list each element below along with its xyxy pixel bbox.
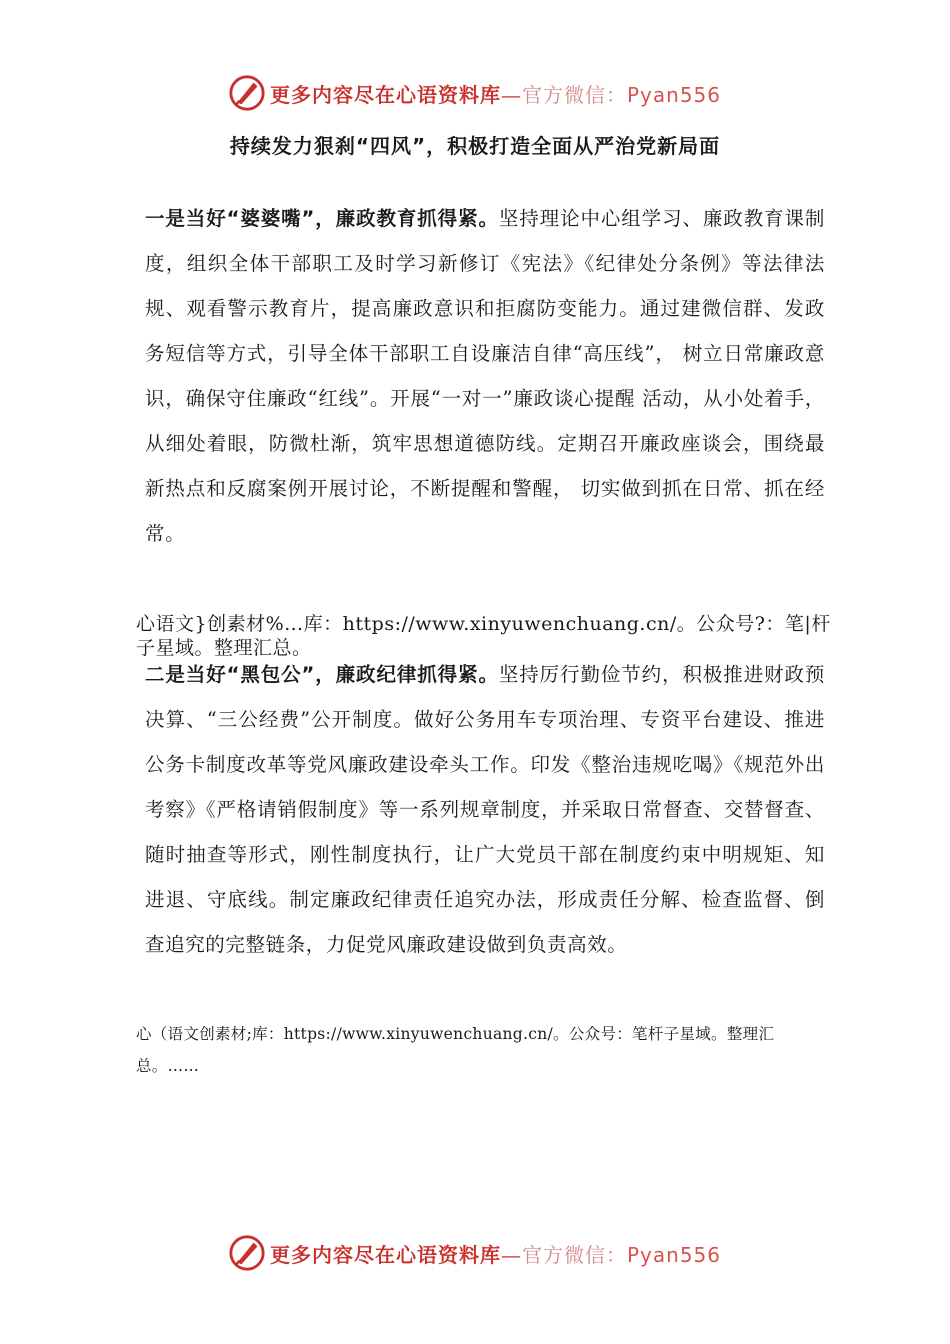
- banner-separator: —: [501, 1242, 522, 1267]
- section-1-lead: 一是当好“婆婆嘴”，廉政教育抓得紧。: [145, 207, 499, 230]
- document-title: 持续发力狠刹“四风”，积极打造全面从严治党新局面: [229, 134, 721, 158]
- banner-wechat-id: Pyan556: [627, 82, 722, 107]
- section-1-paragraph: [145, 196, 825, 556]
- quill-logo-icon: [228, 74, 266, 112]
- watermark-note-1: 心语文}创素材%…库：https://www.xinyuwenchuang.cn/。公众号?：笔|杆子星域。整理汇总。: [136, 613, 831, 659]
- section-2-lead: 二是当好“黑包公”，廉政纪律抓得紧。: [145, 663, 499, 686]
- section-1-body: 坚持理论中心组学习、廉政教育课制度，组织全体干部职工及时学习新修订《宪法》《纪律处分条例》等法律法规、观看警示教育片，提高廉政意识和拒腐防变能力。通过建微信群、发政务短信等方式，引导全体干部职工自设廉洁自律“高压线”， 树立日常廉政意识，确保守住廉政“红线”。开展“一对一”廉政谈心提醒 活动，从小处着手，从细处着眼，防微杜渐，筑牢思想道德防线。定期召开廉政座谈会，围绕最新热点和反腐案例开展讨论，不断提醒和警醒， 切实做到抓在日常、抓在经常。: [145, 207, 825, 545]
- section-2-paragraph: [145, 652, 825, 967]
- banner-wechat-id: Pyan556: [627, 1242, 722, 1267]
- section-2-body: 坚持厉行勤俭节约，积极推进财政预决算、“三公经费”公开制度。做好公务用车专项治理、专资平台建设、推进公务卡制度改革等党风廉政建设牵头工作。印发《整治违规吃喝》《规范外出考察》《严格请销假制度》等一系列规章制度，并采取日常督查、交替督查、随时抽查等形式，刚性制度执行，让广大党员干部在制度约束中明规矩、知进退、守底线。制定廉政纪律责任追究办法，形成责任分解、检查监督、倒查追究的完整链条，力促党风廉政建设做到负责高效。: [145, 663, 825, 956]
- footer-banner: [228, 1232, 728, 1274]
- banner-sub-text: 官方微信：: [522, 82, 627, 107]
- quill-logo-icon: [228, 1234, 266, 1272]
- banner-sub-text: 官方微信：: [522, 1242, 627, 1267]
- banner-text: [270, 79, 721, 108]
- banner-main-text: 更多内容尽在心语资料库: [270, 82, 501, 107]
- banner-main-text: 更多内容尽在心语资料库: [270, 1242, 501, 1267]
- banner-separator: —: [501, 82, 522, 107]
- watermark-note-2: 心（语文创素材;库：https://www.xinyuwenchuang.cn/。公众号：笔杆子星域。整理汇总。……: [136, 1025, 775, 1075]
- banner-text: [270, 1239, 721, 1268]
- header-banner: [228, 72, 728, 114]
